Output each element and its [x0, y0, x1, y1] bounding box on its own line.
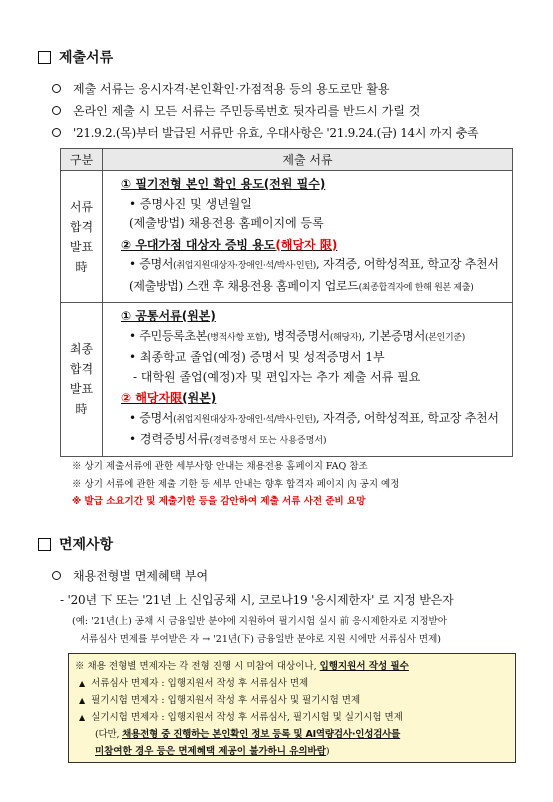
list-small-text: (취업지원대상자·장애인·석/박사·인턴): [173, 414, 316, 425]
list-text: • 주민등록초본: [129, 328, 208, 343]
note-text: 실기시험 면제자 : 입행지원서 작성 후 서류심사, 필기시험 및 실기시험 면제: [91, 712, 403, 723]
example-line: (예: '21년(上) 공채 시 금융일반 분야에 지원하여 필기시험 실시 前 응시제한자로 지정받아: [72, 616, 447, 627]
note-text: (다만,: [95, 729, 120, 740]
list-text: , 자격증, 어학성적표, 학교장 추천서: [315, 410, 499, 425]
table-header-category: 구분: [61, 149, 103, 171]
note-text: ): [325, 746, 330, 757]
bullet-item: [52, 102, 420, 119]
subheading: ① 필기전형 본인 확인 용도(전원 필수): [121, 177, 326, 191]
note-box-item: [75, 709, 509, 726]
list-text: , 기본증명서: [361, 328, 426, 343]
subheading: [109, 389, 508, 409]
section-title-exemptions: [38, 534, 113, 554]
note-box-line: [75, 726, 509, 743]
row-label-final-pass: [61, 303, 103, 457]
section-title-text: 제출서류: [59, 50, 114, 66]
circle-bullet-icon: [52, 571, 61, 580]
note-text: 서류심사 면제자 : 입행지원서 작성 후 서류심사 면제: [91, 678, 309, 689]
table-row: [61, 303, 513, 457]
list-small-text: (병적사항 포함): [207, 332, 267, 343]
bullet-item: [52, 124, 478, 141]
circle-bullet-icon: [52, 84, 61, 93]
subheading-red: ② 해당자限: [121, 391, 183, 405]
note-box-line: [75, 658, 509, 675]
note-emphasis: 입행지원서 작성 필수: [319, 661, 409, 672]
row-label-text: 최종 합격 발표 時: [69, 342, 94, 417]
subheading-main: (원본): [182, 391, 217, 405]
bullet-item: [52, 567, 208, 584]
bullet-text: 온라인 제출 시 모든 서류는 주민등록번호 뒷자리를 반드시 가릴 것: [73, 104, 421, 118]
list-small-text: (경력증명서 또는 사용증명서): [209, 436, 327, 446]
list-text: • 증명서: [129, 410, 174, 425]
bullet-text: 제출 서류는 응시자격·본인확인·가점적용 등의 용도로만 활용: [73, 82, 390, 96]
list-item: [109, 277, 508, 299]
table-header-documents: 제출 서류: [103, 149, 513, 171]
subheading: [109, 236, 508, 256]
circle-bullet-icon: [52, 128, 61, 137]
documents-table: [60, 148, 513, 457]
subheading: ① 공통서류(원본): [121, 309, 216, 323]
section-title-documents: [38, 47, 113, 67]
table-header-row: [61, 149, 513, 171]
note-text: 필기시험 면제자 : 입행지원서 작성 후 서류심사 및 필기시험 면제: [91, 695, 361, 706]
row-label-text: 서류 합격 발표 時: [69, 199, 94, 274]
bullet-item: [52, 80, 390, 97]
list-item: [109, 255, 508, 277]
note-emphasis: 미참여한 경우 등은 면제혜택 제공이 불가하니 유의바람: [95, 746, 326, 757]
list-small-text: (본인기준): [425, 332, 466, 343]
checkbox-square-icon: [38, 51, 51, 64]
list-text: , 병적증명서: [266, 328, 330, 343]
subheading-main: ② 우대가점 대상자 증빙 용도: [121, 237, 276, 252]
exemption-note-box: [68, 653, 516, 763]
list-item: (제출방법) 채용전용 홈페이지에 등록: [129, 216, 324, 230]
note-box-item: [75, 692, 509, 709]
example-line: 서류심사 면제를 부여받은 자 → '21년(下) 금융일반 분야로 지원 시에만 서류심사 면제): [80, 634, 441, 645]
triangle-bullet-icon: ▲: [79, 679, 86, 688]
note-emphasis: 채용전형 중 진행하는 본인확인 정보 등록 및 AI역량검사·인성검사를: [122, 729, 401, 740]
checkbox-square-icon: [38, 538, 51, 551]
note-text: ※ 채용 전형별 면제자는 각 전형 진행 시 미참여 대상이나,: [75, 661, 317, 672]
row-content: [103, 303, 513, 457]
list-text: , 자격증, 어학성적표, 학교장 추천서: [315, 257, 499, 271]
triangle-bullet-icon: ▲: [79, 696, 86, 705]
note-box-line: [75, 743, 509, 760]
row-content: [103, 171, 513, 303]
dash-item: - '20년 下 또는 '21년 上 신입공채 시, 코로나19 '응시제한자' 로 지정 받은자: [60, 593, 454, 607]
list-text: • 경력증빙서류: [129, 432, 210, 446]
note-line: ※ 상기 서류에 관한 제출 기한 등 세부 안내는 향후 합격자 페이지 內 공지 예정: [72, 479, 400, 490]
subheading-red: (해당자 限): [275, 237, 338, 252]
table-row: [61, 171, 513, 303]
bullet-text: '21.9.2.(목)부터 발급된 서류만 유효, 우대사항은 '21.9.24.(금) 14시 까지 충족: [73, 126, 479, 140]
list-item: • 최종학교 졸업(예정) 증명서 및 성적증명서 1부: [129, 350, 385, 364]
list-text: • 증명서: [129, 257, 174, 271]
list-small-text: (최종합격자에 한해 원본 제출): [358, 282, 474, 293]
note-box-item: [75, 675, 509, 692]
list-item: - 대학원 졸업(예정)자 및 편입자는 추가 제출 서류 필요: [133, 369, 421, 384]
triangle-bullet-icon: ▲: [79, 713, 86, 722]
note-line-important: ※ 발급 소요기간 및 제출기한 등을 감안하여 제출 서류 사전 준비 요망: [72, 496, 366, 507]
list-item: [109, 430, 508, 452]
list-small-text: (해당자): [329, 332, 362, 343]
section-title-text: 면제사항: [59, 537, 114, 553]
note-line: ※ 상기 제출서류에 관한 세부사항 안내는 채용전용 홈페이지 FAQ 참조: [72, 461, 368, 472]
bullet-text: 채용전형별 면제혜택 부여: [73, 569, 209, 583]
list-item: • 증명사진 및 생년월일: [129, 196, 252, 211]
circle-bullet-icon: [52, 106, 61, 115]
row-label-document-pass: [61, 171, 103, 303]
list-text: (제출방법) 스캔 후 채용전용 홈페이지 업로드: [129, 278, 359, 293]
list-item: [109, 327, 508, 349]
list-item: [109, 409, 508, 431]
list-small-text: (취업지원대상자·장애인·석/박사·인턴): [173, 261, 316, 271]
